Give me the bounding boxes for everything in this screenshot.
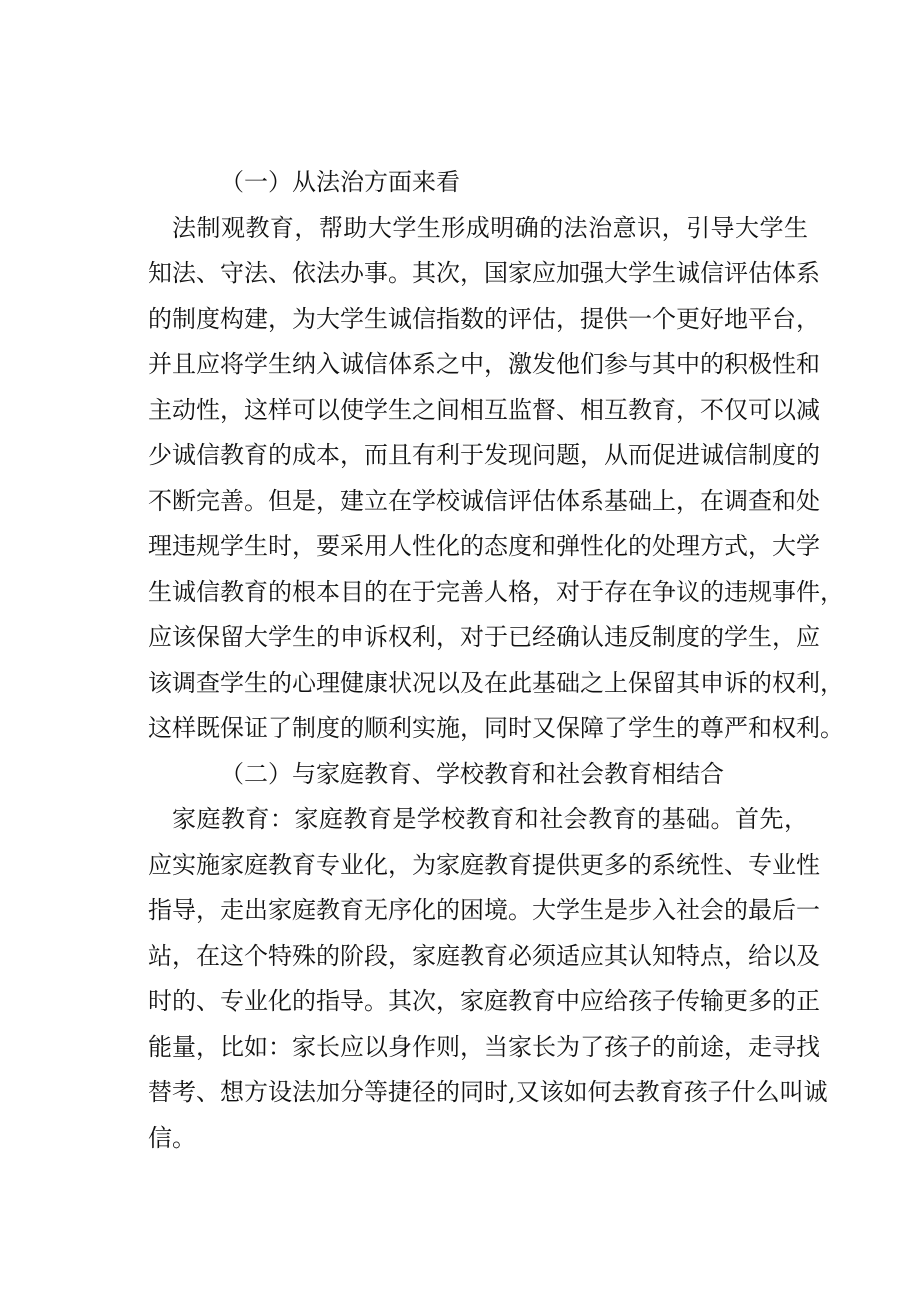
- paragraph-line: 时的、专业化的指导。其次，家庭教育中应给孩子传输更多的正: [148, 987, 820, 1015]
- document-body: [148, 160, 844, 1161]
- paragraph-line: 知法、守法、依法办事。其次，国家应加强大学生诚信评估体系: [148, 259, 820, 287]
- paragraph-line: 理违规学生时，要采用人性化的态度和弹性化的处理方式，大学: [148, 532, 820, 560]
- paragraph-line: 站，在这个特殊的阶段，家庭教育必须适应其认知特点，给以及: [148, 941, 820, 970]
- paragraph-line: 能量，比如：家长应以身作则，当家长为了孩子的前途，走寻找: [148, 1032, 820, 1061]
- paragraph-line: 指导，走出家庭教育无序化的困境。大学生是步入社会的最后一: [148, 896, 820, 924]
- paragraph-family-education: [148, 797, 828, 1161]
- section-heading-education-combination: （二）与家庭教育、学校教育和社会教育相结合: [220, 759, 724, 788]
- paragraph-line: 主动性，这样可以使学生之间相互监督、相互教育，不仅可以减: [148, 395, 820, 424]
- paragraph-line: 并且应将学生纳入诚信体系之中，激发他们参与其中的积极性和: [148, 350, 820, 378]
- paragraph-line: 应实施家庭教育专业化，为家庭教育提供更多的系统性、专业性: [148, 850, 820, 879]
- paragraph-rule-of-law: [148, 206, 844, 752]
- paragraph-line: 少诚信教育的成本，而且有利于发现问题，从而促进诚信制度的: [148, 441, 820, 469]
- section-heading-rule-of-law: （一）从法治方面来看: [220, 168, 460, 196]
- paragraph-line: 信。: [148, 1123, 196, 1152]
- paragraph-line: 的制度构建，为大学生诚信指数的评估，提供一个更好地平台，: [148, 304, 820, 333]
- paragraph-line: 这样既保证了制度的顺利实施，同时又保障了学生的尊严和权利。: [148, 714, 844, 742]
- paragraph-line: 该调查学生的心理健康状况以及在此基础之上保留其申诉的权利，: [148, 668, 844, 697]
- paragraph-line: 家庭教育：家庭教育是学校教育和社会教育的基础。首先，: [172, 805, 808, 833]
- paragraph-line: 生诚信教育的根本目的在于完善人格，对于存在争议的违规事件，: [148, 577, 844, 606]
- paragraph-line: 法制观教育，帮助大学生形成明确的法治意识，引导大学生: [172, 213, 808, 242]
- paragraph-line: 不断完善。但是，建立在学校诚信评估体系基础上，在调查和处: [148, 486, 820, 515]
- paragraph-line: 应该保留大学生的申诉权利，对于已经确认违反制度的学生，应: [148, 623, 820, 651]
- paragraph-line: 替考、想方设法加分等捷径的同时,又该如何去教育孩子什么叫诚: [148, 1078, 828, 1106]
